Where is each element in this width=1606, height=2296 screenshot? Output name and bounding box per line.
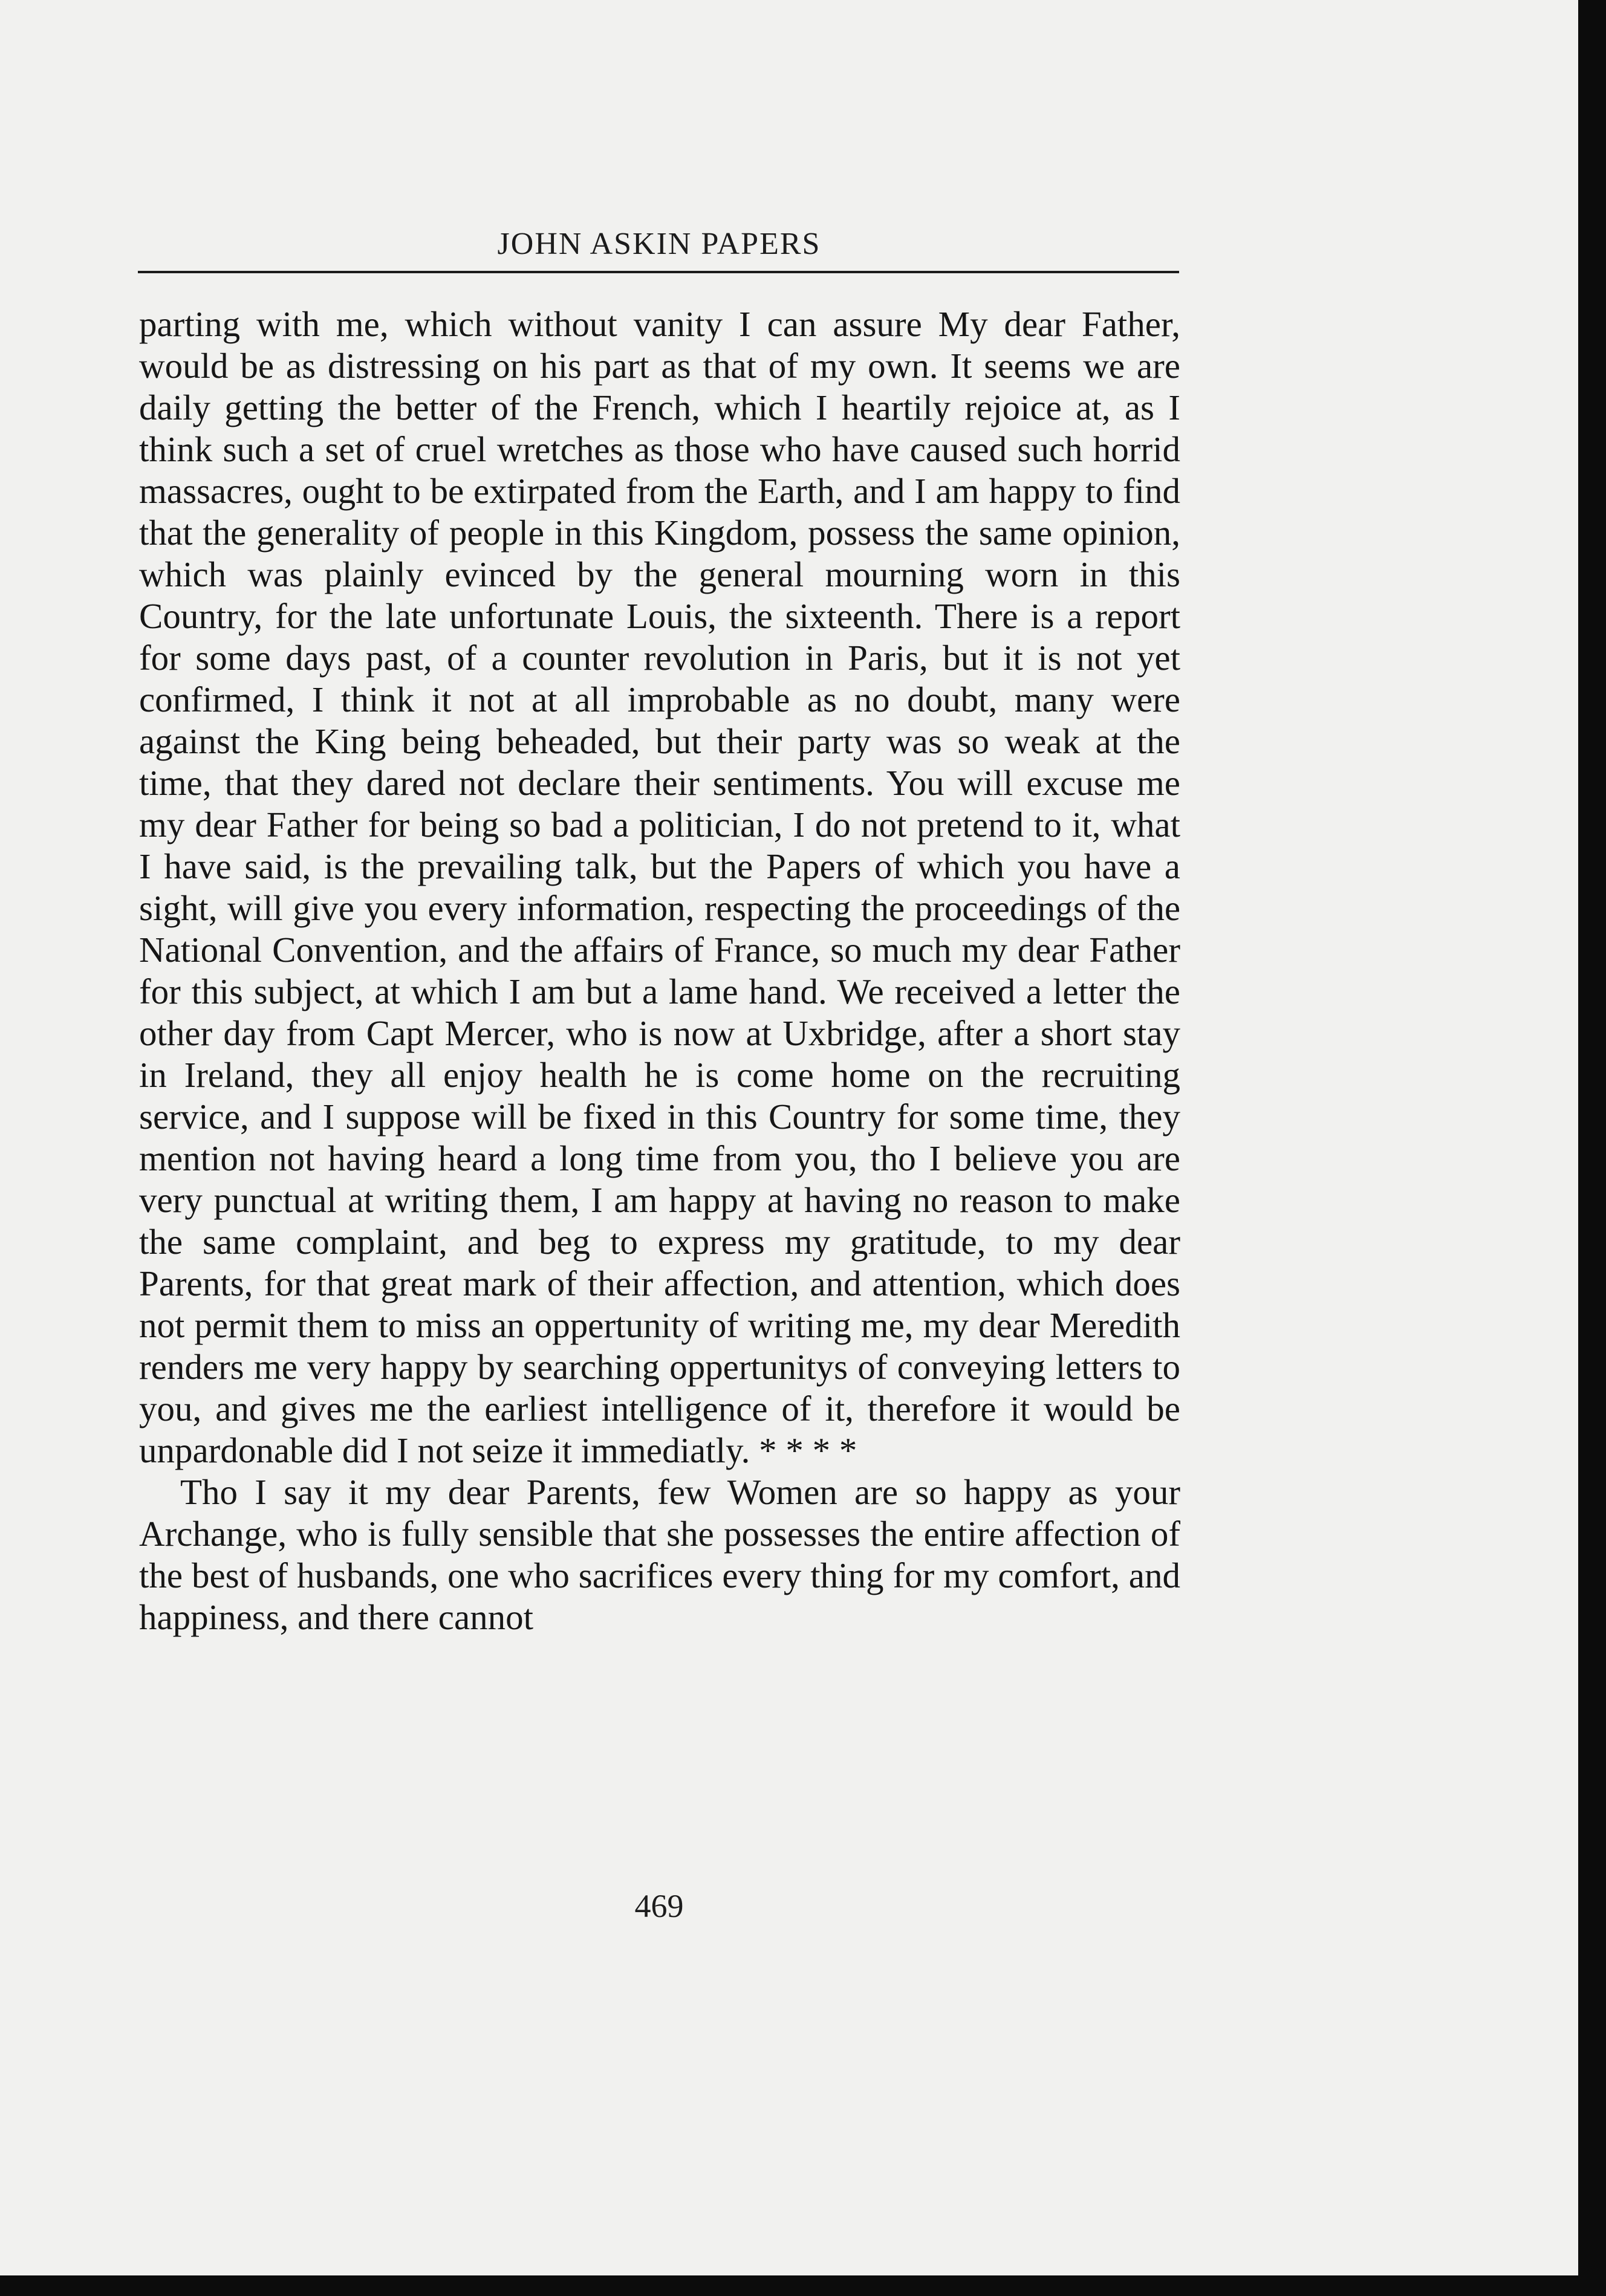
scan-border-right: [1578, 0, 1606, 2296]
body-text: [139, 303, 1180, 1638]
paragraph-2: Tho I say it my dear Parents, few Women are so happy as your Archange, who is fully sensible that she possesses the entire affection of the best of husbands, one who sacrifices every thing for my comfort, and happiness, and there cannot: [139, 1472, 1180, 1637]
paragraph-1: parting with me, which without vanity I can assure My dear Father, would be as distressing on his part as that of my own. It seems we are daily getting the better of the French, which I heartily rejoice at, as I think such a set of cruel wretches as those who have caused such horrid massacres, ought to be extirpated from the Earth, and I am happy to find that the generality of people in this Kingdom, possess the same opinion, which was plainly evinced by the general mourning worn in this Country, for the late unfortunate Louis, the sixteenth. There is a report for some days past, of a counter revolution in Paris, but it is not yet confirmed, I think it not at all improbable as no doubt, many were against the King being beheaded, but their party was so weak at the time, that they dared not declare their sentiments. You will excuse me my dear Father for being so bad a politician, I do not pretend to it, what I have said, is the prevailing talk, but the Papers of which you have a sight, will give you every information, respecting the proceedings of the National Convention, and the affairs of France, so much my dear Father for this subject, at which I am but a lame hand. We received a letter the other day from Capt Mercer, who is now at Uxbridge, after a short stay in Ireland, they all enjoy health he is come home on the recruiting service, and I suppose will be fixed in this Country for some time, they mention not having heard a long time from you, tho I believe you are very punctual at writing them, I am happy at having no reason to make the same complaint, and beg to express my gratitude, to my dear Parents, for that great mark of their affection, and attention, which does not permit them to miss an oppertunity of writing me, my dear Meredith renders me very happy by searching oppertunitys of conveying letters to you, and gives me the earliest intelligence of it, therefore it would be unpardonable did I not seize it immediatly. * * * *: [139, 304, 1180, 1470]
scan-border-bottom: [0, 2275, 1606, 2296]
page-number: 469: [634, 1888, 684, 1924]
running-head: JOHN ASKIN PAPERS: [497, 227, 821, 261]
header-rule: [138, 271, 1179, 273]
